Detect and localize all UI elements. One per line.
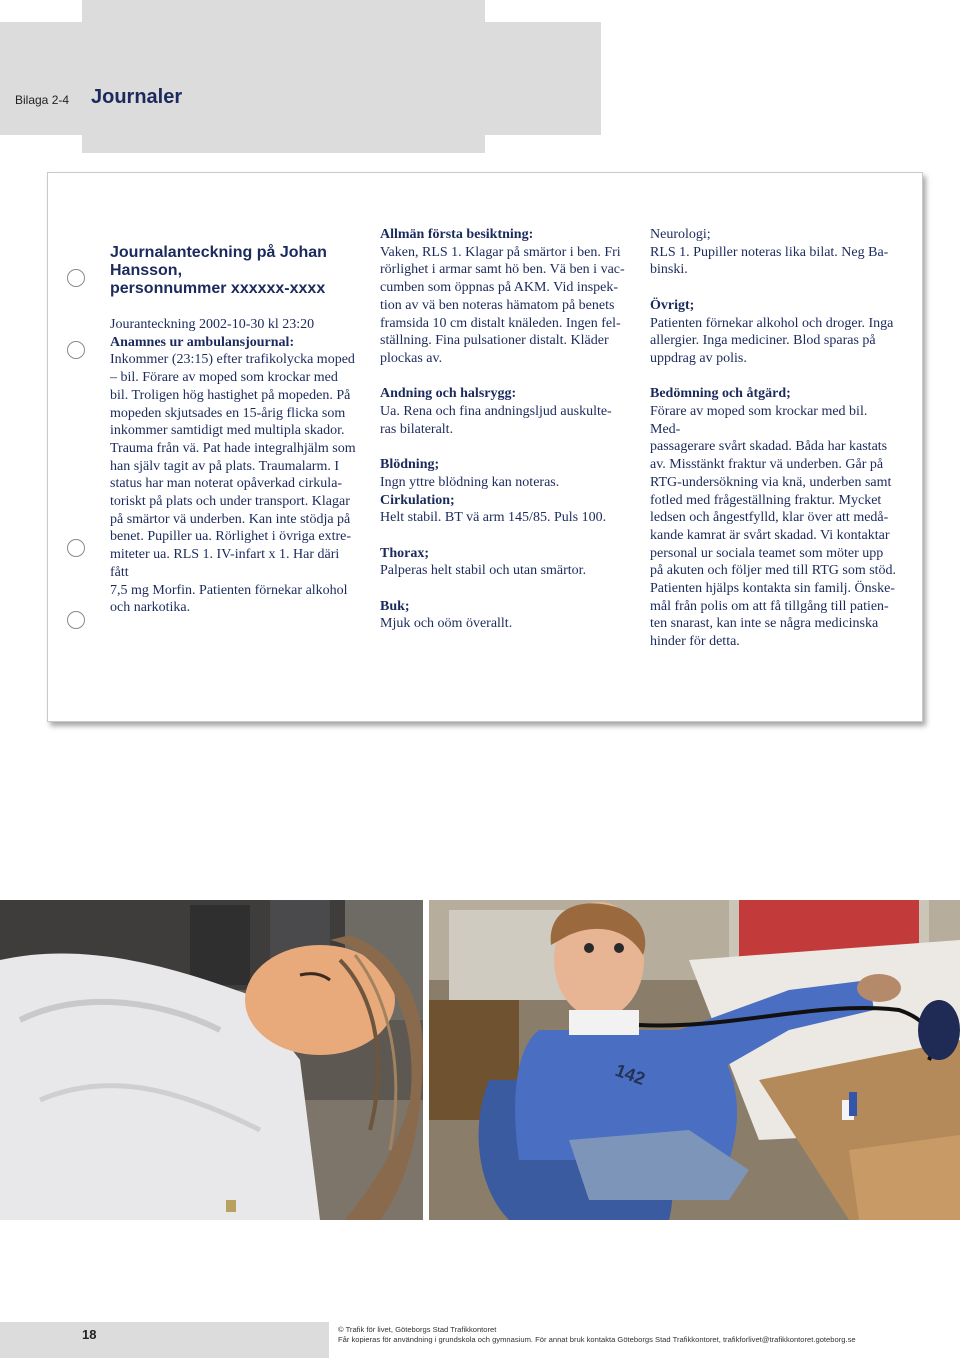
photo-mannequin-lying	[0, 900, 423, 1220]
blodning-text: Ingn yttre blödning kan noteras.	[380, 474, 560, 490]
header-band	[0, 22, 601, 135]
header-band-bottom	[82, 135, 485, 153]
bedomning-heading: Bedömning och åtgärd;	[650, 386, 791, 402]
ovrigt-heading: Övrigt;	[650, 297, 695, 313]
journal-column-right	[650, 226, 900, 651]
page-number: 18	[82, 1327, 97, 1342]
blodning-heading: Blödning;	[380, 457, 440, 473]
svg-text:142: 142	[612, 1059, 648, 1090]
neurologi-heading: Neurologi;	[650, 227, 711, 242]
journal-date: Jouranteckning 2002-10-30 kl 23:20	[110, 317, 315, 332]
cirkulation-heading: Cirkulation;	[380, 492, 455, 508]
anamnes-heading: Anamnes ur ambulansjournal:	[110, 334, 295, 350]
footer-copyright: © Trafik för livet, Göteborgs Stad Trafikkontoret	[338, 1325, 497, 1334]
thorax-text: Palperas helt stabil och utan smärtor.	[380, 563, 587, 579]
appendix-label: Bilaga 2-4	[15, 93, 70, 107]
bedomning-text: Förare av moped som krockar med bil. Med- passagerare svårt skadad. Båda har kastats av. Misstänkt fraktur vä underben. Går på RTG-undersökning via knä, underben samt fotled med frågeställning fraktur. Mycket ledsen och ångestfylld, klar över att medå- kande kamrat är svårt skadad. Vi kontaktar personal ur sociala teamet som möter upp på akuten och följer med till RTG som stöd. Patienten hjälps kontakta sin familj. Önske- mål från polis om att få tillgång till patien- ten snarast, kan inte se några medicinska hinder för detta.	[650, 404, 897, 650]
journal-column-middle	[380, 226, 630, 633]
binder-hole	[67, 539, 85, 557]
forsta-besiktning-heading: Allmän första besiktning:	[380, 227, 534, 242]
photo-mannequin-sitting	[429, 900, 960, 1220]
binder-hole	[67, 611, 85, 629]
binder-hole	[67, 269, 85, 287]
binder-hole	[67, 341, 85, 359]
footer-band	[0, 1322, 329, 1358]
footer-notice: Får kopieras för användning i grundskola och gymnasium. För annat bruk kontakta Göteborgs Stad Trafikkontoret, trafikforlivet@trafikkontoret.goteborg.se	[338, 1335, 856, 1344]
andning-heading: Andning och halsrygg:	[380, 386, 517, 402]
photo-mannequin-sitting-drawing	[429, 900, 960, 1220]
andning-text: Ua. Rena och fina andningsljud auskulte- ras bilateralt.	[380, 404, 612, 437]
ovrigt-text: Patienten förnekar alkohol och droger. Inga allergier. Inga mediciner. Blod sparas på uppdrag av polis.	[650, 315, 894, 366]
thorax-heading: Thorax;	[380, 545, 429, 561]
header-band-top	[82, 0, 485, 22]
forsta-besiktning-text: Vaken, RLS 1. Klagar på smärtor i ben. Fri rörlighet i armar samt hö ben. Vä ben i vac- cumben som öppnas på AKM. Vid inspek- tion av vä ben noteras hämatom på benets framsida 10 cm distalt knäleden. Ingen fel- ställning. Fina pulsationer distalt. Kläder plockas av.	[380, 244, 625, 366]
cirkulation-text: Helt stabil. BT vä arm 145/85. Puls 100.	[380, 510, 607, 526]
journal-title: Journalanteckning på Johan Hansson, personnummer xxxxxx-xxxx	[110, 244, 327, 297]
neurologi-text: RLS 1. Pupiller noteras lika bilat. Neg Ba- binski.	[650, 244, 889, 278]
buk-text: Mjuk och oöm överallt.	[380, 616, 513, 632]
journal-column-left	[110, 244, 358, 617]
buk-heading: Buk;	[380, 598, 410, 614]
photo-mannequin-lying-drawing	[0, 900, 423, 1220]
anamnes-text: Inkommer (23:15) efter trafikolycka moped – bil. Förare av moped som krockar med bil. Troligen hög hastighet på mopeden. På mopeden skjutsades en 15-årig flicka som inkommer samtidigt med multipla skador. Trauma från vä. Pat hade integralhjälm som han själv tagit av på plats. Traumalarm. I status har man noterat opåverkad cirkula- toriskt på plats och under transport. Klagar på smärtor vä underben. Kan inte stödja på benet. Pupiller ua. Rörlighet i övriga extre- miteter ua. RLS 1. IV-infart x 1. Har däri fått 7,5 mg Morfin. Patienten förnekar alkohol och narkotika.	[110, 352, 356, 616]
page-title: Journaler	[91, 86, 183, 108]
